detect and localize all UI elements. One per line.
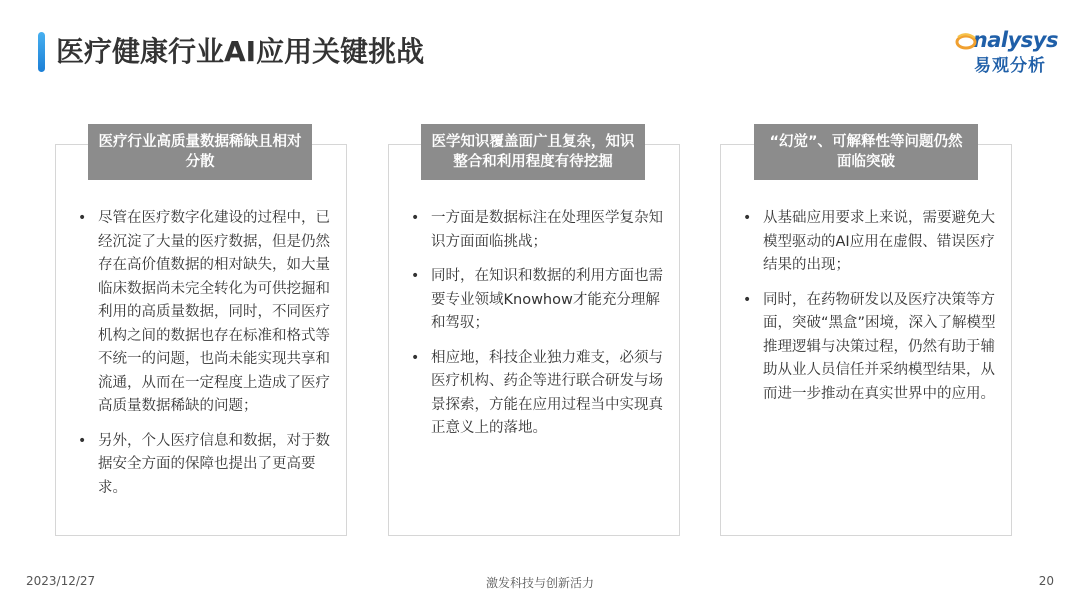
list-item — [411, 207, 665, 254]
list-item — [78, 430, 332, 501]
logo-chinese-name: 易观分析 — [974, 56, 1046, 76]
list-item — [411, 265, 665, 336]
card-header-knowledge: 医学知识覆盖面广且复杂，知识整合和利用程度有待挖掘 — [421, 124, 645, 180]
bullet-dot-icon: • — [743, 291, 752, 308]
title-accent-bar — [38, 32, 45, 72]
bullet-list — [743, 207, 997, 417]
card-header-data: 医疗行业高质量数据稀缺且相对分散 — [88, 124, 312, 180]
analysys-logo — [938, 26, 1058, 82]
footer-slogan: 激发科技与创新活力 — [485, 576, 594, 590]
footer-date: 2023/12/27 — [26, 574, 96, 588]
bullet-text: 另外，个人医疗信息和数据，对于数据安全方面的保障也提出了更高要求。 — [98, 432, 330, 496]
bullet-text: 同时，在知识和数据的利用方面也需要专业领域Knowhow才能充分理解和驾驭； — [431, 268, 663, 331]
page-number: 20 — [1038, 574, 1054, 588]
challenge-card-hallucination — [720, 144, 1012, 536]
card-header-hallucination: “幻觉”、可解释性等问题仍然面临突破 — [754, 124, 978, 180]
challenge-card-data — [55, 144, 347, 536]
bullet-text: 尽管在医疗数字化建设的过程中，已经沉淀了大量的医疗数据，但是仍然存在高价值数据的相对缺失，如大量临床数据尚未完全转化为可供挖掘和利用的高质量数据，同时，不同医疗机构之间的数据也存在标准和格式等不统一的问题，也尚未能实现共享和流通，从而在一定程度上造成了医疗高质量数据稀缺的问题； — [98, 210, 330, 414]
bullet-dot-icon: • — [743, 210, 752, 226]
list-item — [743, 289, 997, 407]
bullet-text: 一方面是数据标注在处理医学复杂知识方面面临挑战； — [431, 210, 663, 250]
bullet-text: 同时，在药物研发以及医疗决策等方面，突破“黑盒”困境，深入了解模型推理逻辑与决策过程，仍然有助于辅助从业人员信任并采纳模型结果，从而进一步推动在真实世界中的应用。 — [763, 291, 996, 402]
bullet-list — [411, 207, 665, 452]
challenge-card-knowledge — [388, 144, 680, 536]
bullet-dot-icon: • — [411, 268, 420, 284]
bullet-list — [78, 207, 332, 511]
bullet-dot-icon: • — [78, 210, 87, 226]
bullet-dot-icon: • — [411, 210, 420, 226]
page-title: 医疗健康行业AI应用关键挑战 — [56, 35, 425, 68]
logo-wordmark: nalysys — [972, 28, 1058, 52]
logo-ring-icon — [955, 32, 975, 48]
bullet-dot-icon: • — [411, 349, 420, 366]
list-item — [78, 207, 332, 419]
bullet-dot-icon: • — [78, 432, 87, 449]
bullet-text: 从基础应用要求上来说，需要避免大模型驱动的AI应用在虚假、错误医疗结果的出现； — [763, 210, 995, 273]
list-item — [411, 347, 665, 441]
bullet-text: 相应地，科技企业独力难支，必须与医疗机构、药企等进行联合研发与场景探索，方能在应用过程当中实现真正意义上的落地。 — [431, 349, 663, 436]
list-item — [743, 207, 997, 278]
